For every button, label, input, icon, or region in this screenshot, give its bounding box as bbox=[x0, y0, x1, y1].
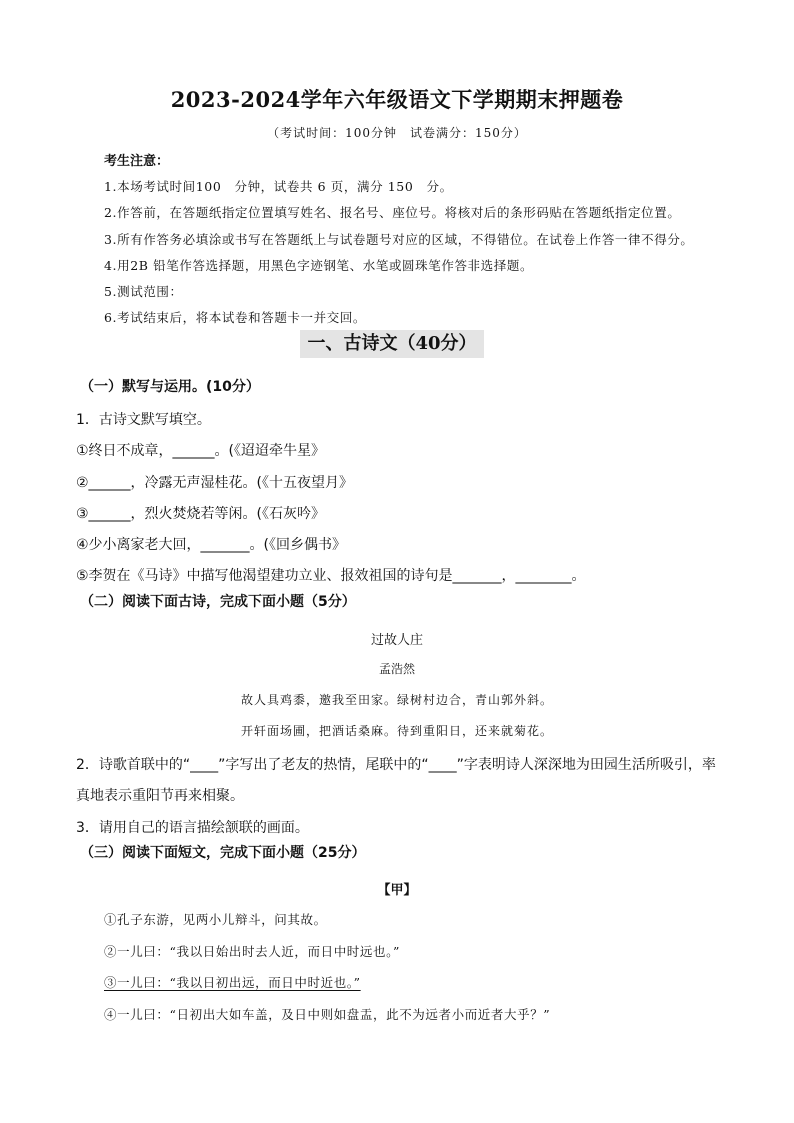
passage-paragraph: ②一儿曰：“我以日始出时去人近，而日中时远也。” bbox=[104, 944, 400, 959]
part-heading: （一）默写与运用。(10分） bbox=[80, 379, 260, 395]
notice-item: 4.用2B 铅笔作答选择题，用黑色字迹钢笔、水笔或圆珠笔作答非选择题。 bbox=[104, 258, 534, 273]
question-1: 1．古诗文默写填空。 bbox=[76, 412, 211, 428]
question-2: 2．诗歌首联中的“____”字写出了老友的热情，尾联中的“____”字表明诗人深深地为田园生活所吸引，率 bbox=[76, 757, 716, 773]
poem-line: 故人具鸡黍，邀我至田家。绿树村边合，青山郭外斜。 bbox=[240, 693, 553, 707]
part-heading: （二）阅读下面古诗，完成下面小题（5分） bbox=[80, 594, 356, 610]
passage-paragraph: ④一儿曰：“日初出大如车盖，及日中则如盘盂，此不为远者小而近者大乎？” bbox=[104, 1007, 551, 1022]
fill-blank-item: ①终日不成章，______。(《迢迢牵牛星》 bbox=[76, 443, 326, 459]
notice-item: 1.本场考试时间100 分钟，试卷共 6 页，满分 150 分。 bbox=[104, 179, 453, 194]
notice-item: 6.考试结束后，将本试卷和答题卡一并交回。 bbox=[104, 310, 367, 325]
exam-info: （考试时间：100分钟 试卷满分：150分） bbox=[267, 126, 527, 140]
fill-blank-item: ④少小离家老大回，_______。(《回乡偶书》 bbox=[76, 537, 347, 553]
part-heading: （三）阅读下面短文，完成下面小题（25分） bbox=[80, 845, 366, 861]
notice-item: 2.作答前，在答题纸指定位置填写姓名、报名号、座位号。将核对后的条形码贴在答题纸指定位置。 bbox=[104, 205, 681, 220]
notice-heading: 考生注意： bbox=[104, 154, 170, 169]
passage-paragraph-underlined: ③一儿曰：“我以日初出远，而日中时近也。” bbox=[104, 975, 361, 990]
passage-paragraph: ①孔子东游，见两小儿辩斗，问其故。 bbox=[104, 912, 327, 927]
notice-item: 5.测试范围： bbox=[104, 284, 183, 299]
poem-author: 孟浩然 bbox=[378, 662, 415, 676]
section-heading: 一、古诗文（40分） bbox=[300, 330, 484, 358]
passage-label: 【甲】 bbox=[377, 883, 417, 898]
fill-blank-item: ③______，烈火焚烧若等闲。(《石灰吟》 bbox=[76, 506, 326, 522]
poem-line: 开轩面场圃，把酒话桑麻。待到重阳日，还来就菊花。 bbox=[240, 724, 553, 738]
page-title: 2023-2024学年六年级语文下学期期末押题卷 bbox=[170, 87, 624, 112]
question-3: 3．请用自己的语言描绘颔联的画面。 bbox=[76, 820, 309, 836]
notice-item: 3.所有作答务必填涂或书写在答题纸上与试卷题号对应的区域，不得错位。在试卷上作答一律不得分。 bbox=[104, 232, 694, 247]
fill-blank-item: ②______，冷露无声湿桂花。(《十五夜望月》 bbox=[76, 475, 354, 491]
fill-blank-item: ⑤李贺在《马诗》中描写他渴望建功立业、报效祖国的诗句是_______，________。 bbox=[76, 568, 586, 584]
question-2-cont: 真地表示重阳节再来相聚。 bbox=[76, 788, 244, 804]
poem-title: 过故人庄 bbox=[370, 633, 423, 648]
